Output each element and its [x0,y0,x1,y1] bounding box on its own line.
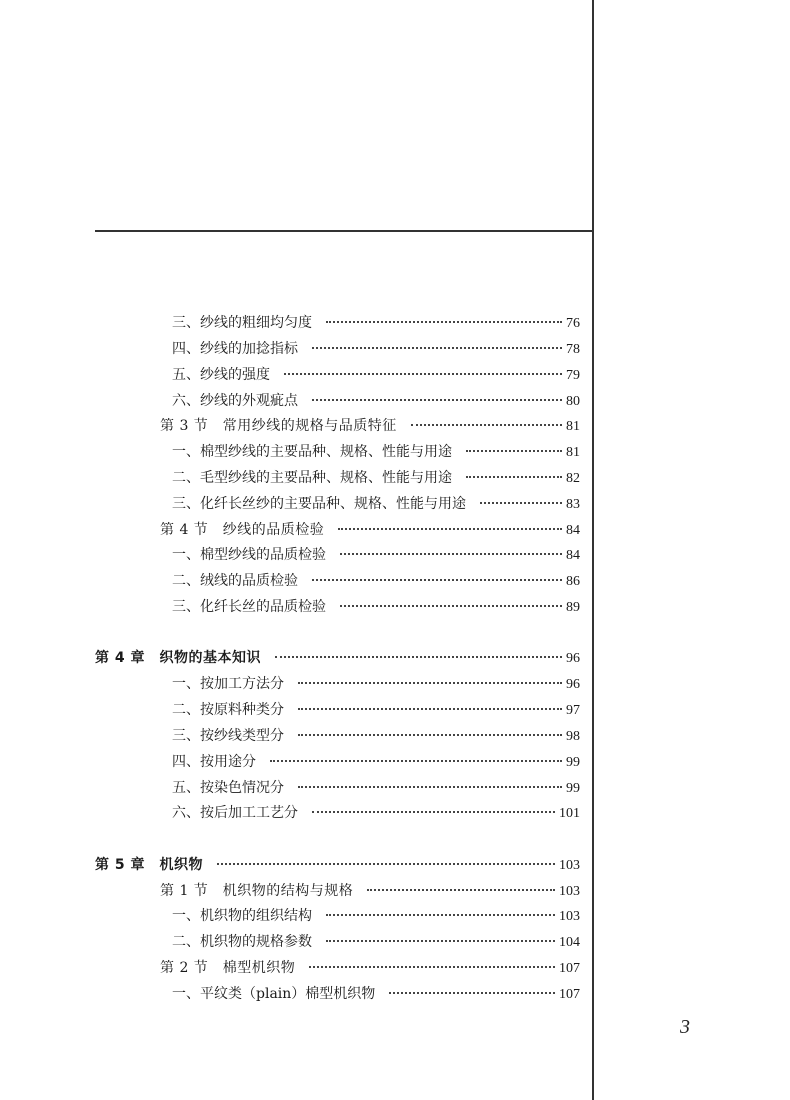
toc-title: 一、按加工方法分 [172,676,284,692]
toc-chapter[interactable] [95,648,580,669]
toc-title: 六、按后加工工艺分 [172,805,298,821]
toc-page-number: 104 [559,935,580,950]
toc-page-number: 83 [566,497,580,512]
toc-item[interactable] [172,906,580,927]
dot-leader [298,786,562,788]
toc-title: 一、棉型纱线的主要品种、规格、性能与用途 [172,444,452,460]
toc-title: 二、按原料种类分 [172,702,284,718]
toc-page-number: 84 [566,523,580,538]
toc-page-number: 103 [559,909,580,924]
dot-leader [326,940,555,942]
dot-leader [340,605,562,607]
dot-leader [312,347,562,349]
toc-title: 三、按纱线类型分 [172,728,284,744]
toc-page-number: 99 [566,755,580,770]
dot-leader [312,399,562,401]
toc-item[interactable] [172,803,580,824]
toc-section[interactable] [160,881,580,902]
toc-page-number: 78 [566,342,580,357]
toc-section[interactable] [160,520,580,541]
toc-item[interactable] [172,391,580,412]
toc-page-number: 103 [559,858,580,873]
toc-page-number: 96 [566,651,580,666]
toc-item[interactable] [172,545,580,566]
dot-leader [326,914,555,916]
toc-title: 四、纱线的加捻指标 [172,341,298,357]
toc-page-number: 76 [566,316,580,331]
toc-title: 一、平纹类（plain）棉型机织物 [172,986,376,1002]
dot-leader [312,579,562,581]
toc-section[interactable] [160,416,580,437]
toc-page-number: 98 [566,729,580,744]
dot-leader [389,992,555,994]
toc-title: 二、毛型纱线的主要品种、规格、性能与用途 [172,470,452,486]
toc-item[interactable] [172,468,580,489]
dot-leader [466,476,562,478]
toc-item[interactable] [172,365,580,386]
toc-page-number: 99 [566,781,580,796]
dot-leader [480,502,562,504]
toc-title: 二、机织物的规格参数 [172,934,312,950]
dot-leader [270,760,562,762]
toc-title: 六、纱线的外观疵点 [172,393,298,409]
dot-leader [275,656,562,658]
toc-section[interactable] [160,958,580,979]
toc-title: 一、棉型纱线的品质检验 [172,547,326,563]
toc-item[interactable] [172,984,580,1005]
toc-page-number: 107 [559,987,580,1002]
dot-leader [411,424,562,426]
toc-item[interactable] [172,313,580,334]
toc-title: 第 4 节 纱线的品质检验 [160,522,325,538]
toc-item[interactable] [172,571,580,592]
toc-item[interactable] [172,700,580,721]
toc-page-number: 81 [566,419,580,434]
toc-page-number: 101 [559,806,580,821]
toc-title: 一、机织物的组织结构 [172,908,312,924]
toc-title: 第 2 节 棉型机织物 [160,960,296,976]
dot-leader [466,450,562,452]
toc-page-number: 97 [566,703,580,718]
toc-page-number: 86 [566,574,580,589]
toc-title: 五、纱线的强度 [172,367,270,383]
toc-page-number: 80 [566,394,580,409]
toc-title: 第 4 章 织物的基本知识 [95,650,261,666]
toc-page-number: 103 [559,884,580,899]
toc-title: 五、按染色情况分 [172,780,284,796]
toc-item[interactable] [172,442,580,463]
toc-page-number: 79 [566,368,580,383]
toc-page-number: 81 [566,445,580,460]
toc-item[interactable] [172,339,580,360]
toc-page-number: 89 [566,600,580,615]
toc-item[interactable] [172,597,580,618]
dot-leader [326,321,562,323]
dot-leader [284,373,562,375]
dot-leader [217,863,555,865]
toc-item[interactable] [172,494,580,515]
dot-leader [340,553,562,555]
toc-chapter[interactable] [95,855,580,876]
toc-title: 三、化纤长丝的品质检验 [172,599,326,615]
toc-page-number: 96 [566,677,580,692]
vertical-rule [592,0,594,1100]
toc-item[interactable] [172,932,580,953]
dot-leader [298,682,562,684]
toc-item[interactable] [172,752,580,773]
toc-item[interactable] [172,674,580,695]
toc-item[interactable] [172,778,580,799]
toc-page-number: 84 [566,548,580,563]
dot-leader [367,889,555,891]
toc-title: 二、绒线的品质检验 [172,573,298,589]
dot-leader [298,734,562,736]
dot-leader [312,811,555,813]
toc-title: 三、纱线的粗细均匀度 [172,315,312,331]
toc-page-number: 82 [566,471,580,486]
toc-page-number: 107 [559,961,580,976]
toc-item[interactable] [172,726,580,747]
dot-leader [309,966,555,968]
toc-title: 第 3 节 常用纱线的规格与品质特征 [160,418,397,434]
toc-title: 三、化纤长丝纱的主要品种、规格、性能与用途 [172,496,466,512]
dot-leader [298,708,562,710]
toc-title: 第 5 章 机织物 [95,857,203,873]
dot-leader [338,528,562,530]
toc-title: 第 1 节 机织物的结构与规格 [160,883,354,899]
page-number: 3 [680,1016,690,1038]
toc-title: 四、按用途分 [172,754,256,770]
